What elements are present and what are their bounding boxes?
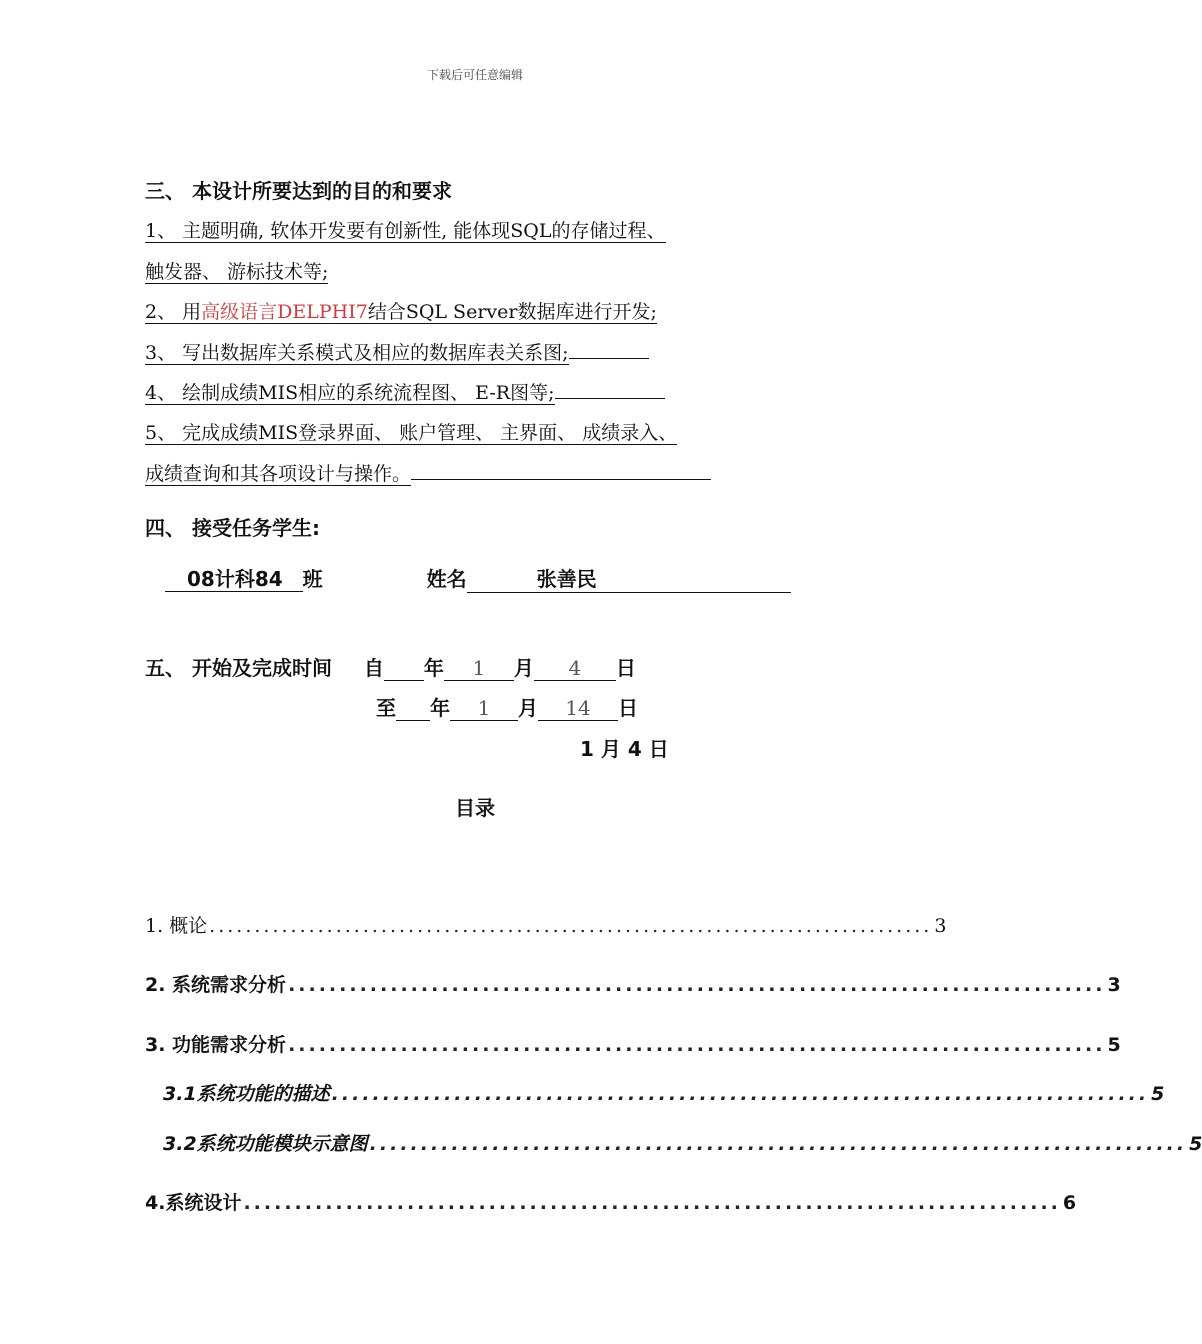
req-item-1-text-b: 触发器、 游标技术等; (145, 261, 329, 283)
end-year-label: 年 (430, 696, 450, 720)
toc-leader: ................................................................................ (243, 1192, 1061, 1214)
toc-leader: ................................................................................ (288, 1034, 1106, 1056)
req-item-4-text: 4、 绘制成绩MIS相应的系统流程图、 E-R图等; (145, 382, 555, 404)
end-month-label: 月 (518, 696, 538, 720)
start-year-blank (384, 656, 424, 681)
toc-entry-page: 5 (1189, 1133, 1202, 1155)
toc-leader: ................................................................................ (288, 974, 1106, 996)
name-value: 张善民 (467, 563, 791, 593)
section-3-title: 三、 本设计所要达到的目的和要求 (145, 179, 452, 203)
req-item-1-text-a: 1、 主题明确, 软体开发要有创新性, 能体现SQL的存储过程、 (145, 220, 666, 242)
toc-entry-page: 5 (1107, 1034, 1121, 1056)
toc-entry-text: 3.1系统功能的描述 (163, 1083, 330, 1105)
toc-leader: ................................................................................ (331, 1083, 1150, 1105)
start-day: 4 (534, 656, 616, 681)
to-label: 至 (376, 696, 396, 720)
end-day-label: 日 (618, 696, 638, 720)
toc-entry[interactable] (163, 1129, 1202, 1156)
class-suffix: 班 (302, 567, 323, 591)
page-header: 下载后可任意编辑 (426, 68, 523, 82)
toc-entry-text: 2. 系统需求分析 (145, 974, 287, 996)
toc-entry[interactable] (145, 1188, 1077, 1215)
time-start-row (145, 652, 636, 681)
req-item-3-text: 3、 写出数据库关系模式及相应的数据库表关系图; (145, 342, 569, 364)
req-item-2 (145, 297, 657, 324)
toc-title: 目录 (455, 796, 495, 820)
req-item-1-line-a (145, 216, 666, 243)
req-item-4-blank (555, 380, 665, 399)
end-month: 1 (450, 696, 518, 721)
req-item-1-line-b (145, 257, 328, 284)
toc-entry[interactable] (145, 911, 947, 938)
section-4-title: 四、 接受任务学生: (145, 516, 320, 540)
student-info-row (165, 563, 791, 593)
req-item-2-pre: 2、 用 (145, 301, 202, 323)
start-year-label: 年 (423, 656, 444, 680)
toc-leader: ................................................................................ (369, 1133, 1188, 1155)
time-end-row (376, 692, 638, 721)
toc-entry-page: 6 (1062, 1192, 1077, 1214)
start-month-label: 月 (513, 656, 534, 680)
req-item-5-text-a: 5、 完成成绩MIS登录界面、 账户管理、 主界面、 成绩录入、 (145, 422, 678, 444)
toc-entry[interactable] (163, 1079, 1165, 1106)
req-item-4 (145, 378, 665, 405)
req-item-2-highlight: 高级语言DELPHI7 (201, 301, 368, 323)
toc-leader: ................................................................................ (209, 915, 933, 937)
toc-entry-page: 3 (1107, 974, 1121, 996)
class-value: 08计科84 (165, 567, 303, 592)
end-day: 14 (538, 696, 618, 721)
req-item-3-blank (569, 340, 649, 359)
toc-entry[interactable] (145, 1030, 1121, 1057)
req-item-3 (145, 338, 649, 365)
toc-entry-page: 5 (1151, 1083, 1165, 1105)
req-item-5-line-b (145, 459, 711, 486)
req-item-5-text-b: 成绩查询和其各项设计与操作。 (145, 463, 412, 485)
start-day-label: 日 (615, 656, 636, 680)
req-item-5-blank (411, 461, 711, 480)
end-year-blank (396, 696, 430, 721)
sign-date: 1 月 4 日 (580, 737, 669, 761)
toc-entry-text: 3. 功能需求分析 (145, 1034, 287, 1056)
toc-entry-text: 3.2系统功能模块示意图 (163, 1133, 368, 1155)
req-item-2-post: 结合SQL Server数据库进行开发; (367, 301, 657, 323)
from-label: 自 (363, 656, 384, 680)
req-item-5-line-a (145, 418, 677, 445)
toc-entry[interactable] (145, 970, 1121, 997)
toc-entry-text: 1. 概论 (145, 915, 208, 937)
start-month: 1 (444, 656, 514, 681)
toc-entry-text: 4.系统设计 (145, 1192, 242, 1214)
toc-entry-page: 3 (934, 915, 947, 937)
name-label: 姓名 (426, 567, 467, 591)
section-5-title: 五、 开始及完成时间 (145, 656, 332, 680)
